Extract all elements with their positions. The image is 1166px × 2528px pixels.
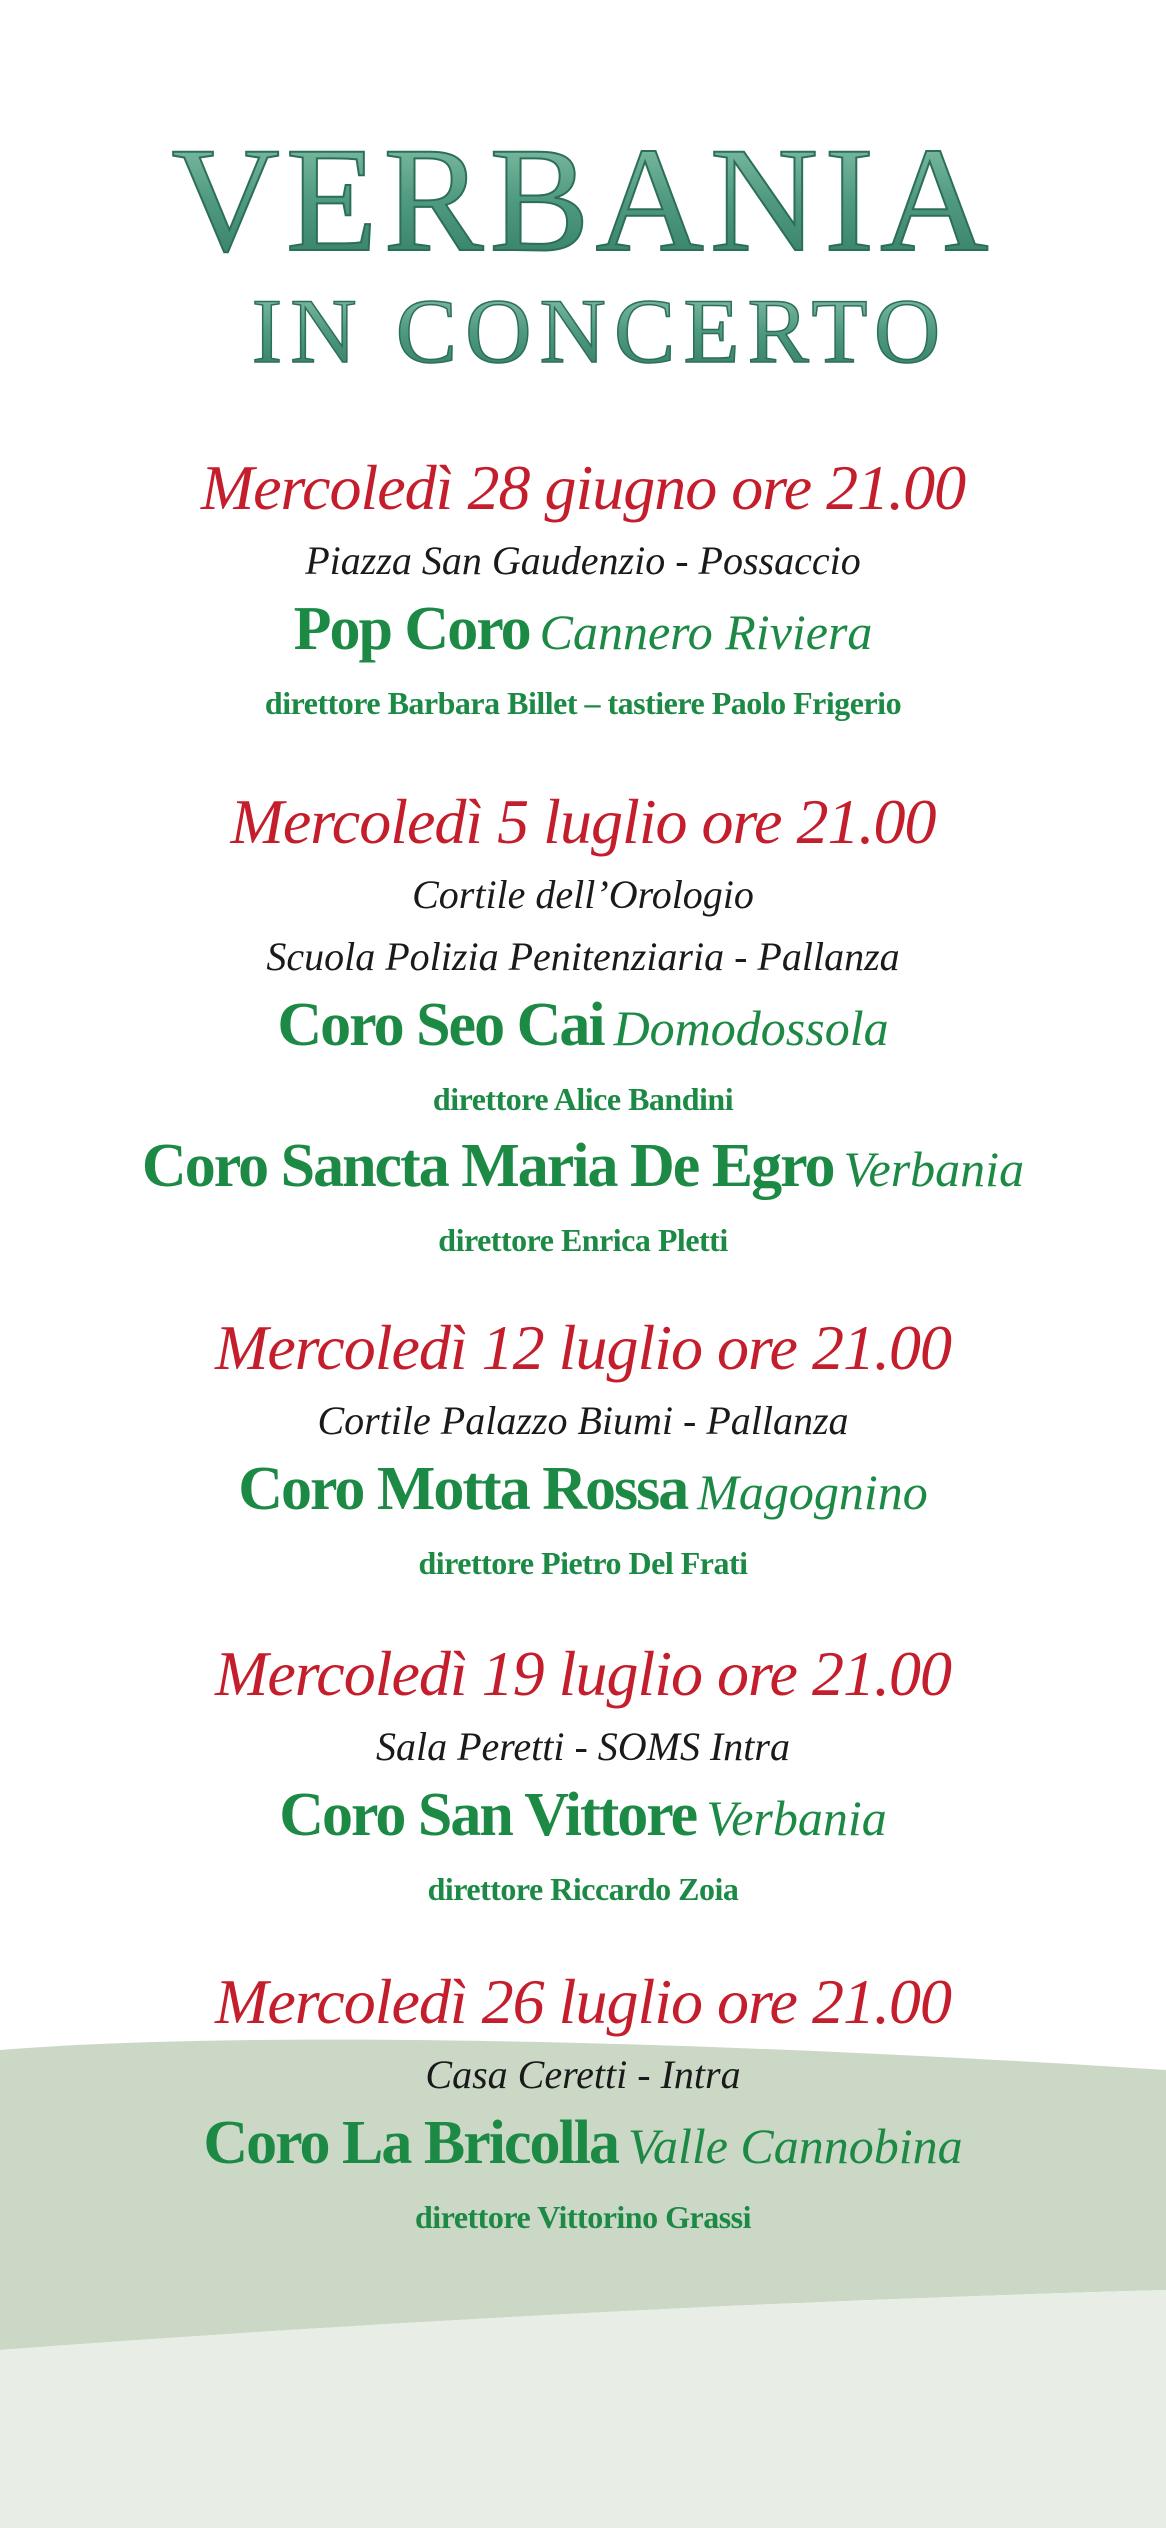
choir-director: direttore Barbara Billet – tastiere Paolo Frigerio bbox=[264, 685, 902, 721]
choir-name: Coro Motta Rossa bbox=[238, 1455, 688, 1523]
logo-subtitle: IN CONCERTO bbox=[251, 280, 949, 382]
choir-name: Pop Coro bbox=[293, 595, 530, 663]
choir-place: Cannero Riviera bbox=[539, 604, 873, 660]
event-1 bbox=[0, 446, 1166, 725]
choir-heading bbox=[0, 1778, 1166, 1867]
choir-name: Coro La Bricolla bbox=[203, 2109, 618, 2177]
event-venue: Casa Ceretti - Intra bbox=[425, 2052, 741, 2097]
event-2 bbox=[0, 780, 1166, 1262]
choir-heading bbox=[0, 988, 1166, 1077]
event-date: Mercoledì 12 luglio ore 21.00 bbox=[215, 1312, 951, 1383]
event-5 bbox=[0, 1960, 1166, 2239]
choir-name: Coro Sancta Maria De Egro bbox=[141, 1132, 834, 1200]
choir-place: Valle Cannobina bbox=[627, 2118, 963, 2174]
event-date: Mercoledì 28 giugno ore 21.00 bbox=[200, 452, 966, 523]
event-date: Mercoledì 19 luglio ore 21.00 bbox=[215, 1638, 951, 1709]
choir-director: direttore Enrica Pletti bbox=[438, 1222, 728, 1258]
choir-place: Domodossola bbox=[613, 1000, 889, 1056]
choir-place: Verbania bbox=[706, 1790, 887, 1846]
event-venue: Piazza San Gaudenzio - Possaccio bbox=[305, 538, 861, 583]
logo bbox=[0, 100, 1166, 400]
event-venue: Cortile Palazzo Biumi - Pallanza bbox=[317, 1398, 849, 1443]
choir-place: Verbania bbox=[843, 1141, 1025, 1197]
choir-heading bbox=[0, 592, 1166, 681]
event-venue: Scuola Polizia Penitenziaria - Pallanza bbox=[266, 934, 900, 979]
choir-place: Magognino bbox=[697, 1464, 928, 1520]
choir-heading bbox=[0, 2106, 1166, 2195]
choir-name: Coro San Vittore bbox=[279, 1781, 697, 1849]
choir-director: direttore Alice Bandini bbox=[432, 1081, 734, 1117]
choir-heading bbox=[0, 1129, 1166, 1218]
choir-name: Coro Seo Cai bbox=[277, 991, 604, 1059]
choir-director: direttore Riccardo Zoia bbox=[427, 1871, 739, 1907]
event-date: Mercoledì 26 luglio ore 21.00 bbox=[215, 1966, 951, 2037]
choir-director: direttore Vittorino Grassi bbox=[415, 2199, 751, 2235]
choir-director: direttore Pietro Del Frati bbox=[418, 1545, 748, 1581]
choir-heading bbox=[0, 1452, 1166, 1541]
logo-title: VERBANIA bbox=[171, 117, 995, 283]
event-venue: Sala Peretti - SOMS Intra bbox=[375, 1724, 790, 1769]
event-venue: Cortile dell’Orologio bbox=[412, 872, 754, 917]
event-3 bbox=[0, 1306, 1166, 1585]
event-4 bbox=[0, 1632, 1166, 1911]
event-date: Mercoledì 5 luglio ore 21.00 bbox=[230, 786, 936, 857]
